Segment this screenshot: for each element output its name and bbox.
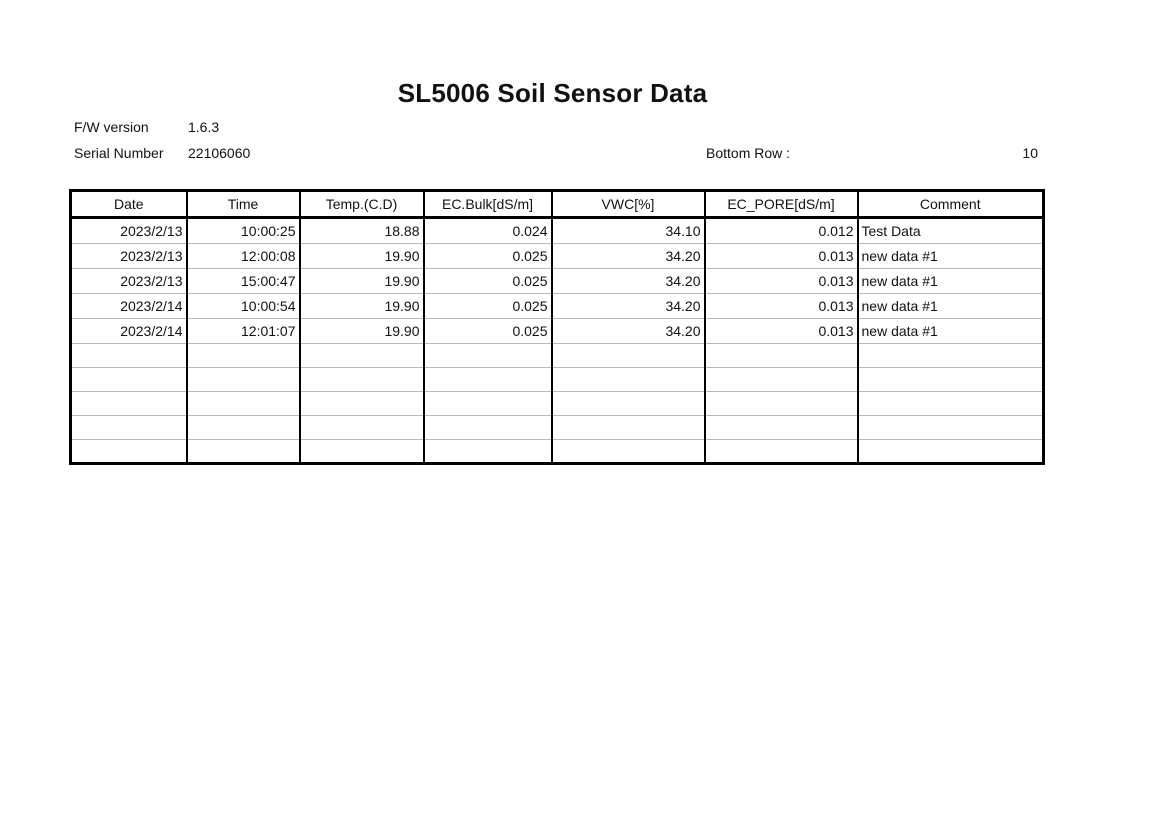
bottom-row-label: Bottom Row : [706,145,791,161]
cell-temp[interactable]: 18.88 [300,218,424,244]
cell-temp[interactable]: 19.90 [300,319,424,344]
cell-date[interactable]: 2023/2/14 [71,294,187,319]
table-row [71,416,1044,440]
cell-ec-pore[interactable]: 0.013 [705,319,858,344]
table-row [71,392,1044,416]
table-row [71,294,1044,319]
cell-temp[interactable] [300,416,424,440]
bottom-row-value: 10 [1022,145,1038,161]
fw-version-value: 1.6.3 [188,119,220,135]
table-row [71,344,1044,368]
column-header-ec-bulk[interactable]: EC.Bulk[dS/m] [424,191,552,218]
cell-ec-pore[interactable] [705,440,858,464]
cell-comment[interactable] [858,344,1044,368]
table-row [71,269,1044,294]
cell-date[interactable] [71,416,187,440]
cell-date[interactable] [71,344,187,368]
cell-ec-pore[interactable]: 0.013 [705,294,858,319]
cell-temp[interactable] [300,392,424,416]
cell-ec-bulk[interactable]: 0.025 [424,294,552,319]
table-row [71,218,1044,244]
cell-comment[interactable]: new data #1 [858,319,1044,344]
table-row [71,368,1044,392]
column-header-temp[interactable]: Temp.(C.D) [300,191,424,218]
table-row [71,244,1044,269]
cell-ec-bulk[interactable] [424,416,552,440]
cell-ec-bulk[interactable] [424,368,552,392]
cell-comment[interactable] [858,368,1044,392]
cell-time[interactable]: 10:00:54 [187,294,300,319]
column-header-ec-pore[interactable]: EC_PORE[dS/m] [705,191,858,218]
cell-temp[interactable]: 19.90 [300,244,424,269]
column-header-vwc[interactable]: VWC[%] [552,191,705,218]
cell-date[interactable] [71,392,187,416]
cell-ec-pore[interactable] [705,344,858,368]
cell-comment[interactable]: new data #1 [858,244,1044,269]
cell-vwc[interactable]: 34.10 [552,218,705,244]
cell-vwc[interactable]: 34.20 [552,319,705,344]
cell-comment[interactable] [858,440,1044,464]
cell-temp[interactable]: 19.90 [300,294,424,319]
serial-number-label: Serial Number [74,145,164,161]
cell-time[interactable] [187,392,300,416]
cell-comment[interactable] [858,392,1044,416]
cell-ec-bulk[interactable] [424,392,552,416]
cell-ec-bulk[interactable]: 0.024 [424,218,552,244]
cell-ec-pore[interactable] [705,416,858,440]
cell-ec-pore[interactable] [705,368,858,392]
cell-vwc[interactable]: 34.20 [552,244,705,269]
fw-version-label: F/W version [74,119,149,135]
cell-vwc[interactable] [552,416,705,440]
table-body [71,218,1044,464]
cell-temp[interactable] [300,344,424,368]
cell-ec-bulk[interactable]: 0.025 [424,269,552,294]
cell-time[interactable] [187,440,300,464]
cell-comment[interactable] [858,416,1044,440]
cell-ec-bulk[interactable] [424,344,552,368]
cell-time[interactable] [187,416,300,440]
cell-vwc[interactable]: 34.20 [552,269,705,294]
cell-date[interactable] [71,440,187,464]
cell-comment[interactable]: Test Data [858,218,1044,244]
cell-time[interactable]: 15:00:47 [187,269,300,294]
cell-temp[interactable]: 19.90 [300,269,424,294]
cell-temp[interactable] [300,368,424,392]
cell-date[interactable] [71,368,187,392]
cell-ec-pore[interactable] [705,392,858,416]
cell-date[interactable]: 2023/2/13 [71,244,187,269]
table-row [71,319,1044,344]
cell-comment[interactable]: new data #1 [858,294,1044,319]
cell-time[interactable]: 12:00:08 [187,244,300,269]
cell-ec-bulk[interactable]: 0.025 [424,319,552,344]
cell-date[interactable]: 2023/2/14 [71,319,187,344]
cell-vwc[interactable] [552,344,705,368]
cell-time[interactable]: 12:01:07 [187,319,300,344]
sensor-data-table [69,189,1045,465]
cell-comment[interactable]: new data #1 [858,269,1044,294]
cell-vwc[interactable] [552,440,705,464]
cell-time[interactable]: 10:00:25 [187,218,300,244]
cell-vwc[interactable] [552,368,705,392]
cell-ec-bulk[interactable]: 0.025 [424,244,552,269]
cell-time[interactable] [187,368,300,392]
cell-ec-pore[interactable]: 0.012 [705,218,858,244]
serial-number-value: 22106060 [188,145,251,161]
cell-date[interactable]: 2023/2/13 [71,218,187,244]
cell-time[interactable] [187,344,300,368]
cell-temp[interactable] [300,440,424,464]
column-header-comment[interactable]: Comment [858,191,1044,218]
cell-vwc[interactable] [552,392,705,416]
page-title: SL5006 Soil Sensor Data [397,78,708,108]
cell-vwc[interactable]: 34.20 [552,294,705,319]
cell-ec-pore[interactable]: 0.013 [705,244,858,269]
column-header-date[interactable]: Date [71,191,187,218]
cell-ec-pore[interactable]: 0.013 [705,269,858,294]
table-header-row [71,191,1044,218]
column-header-time[interactable]: Time [187,191,300,218]
table-row [71,440,1044,464]
cell-ec-bulk[interactable] [424,440,552,464]
cell-date[interactable]: 2023/2/13 [71,269,187,294]
